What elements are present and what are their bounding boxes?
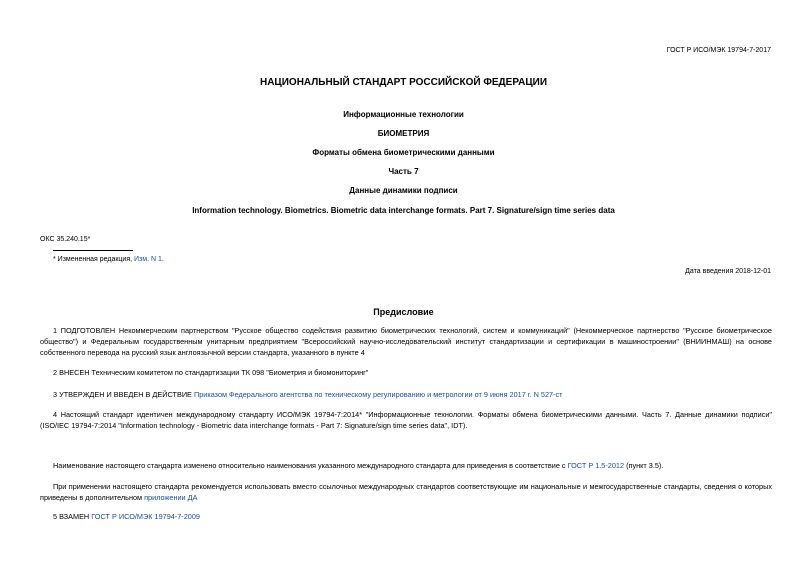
standard-heading: НАЦИОНАЛЬНЫЙ СТАНДАРТ РОССИЙСКОЙ ФЕДЕРАЦИИ	[259, 77, 548, 88]
document-code: ГОСТ Р ИСО/МЭК 19794-7-2017	[666, 47, 771, 54]
approved-text: 3 УТВЕРЖДЕН И ВВЕДЕН В ДЕЙСТВИЕ	[53, 390, 192, 399]
name-change-text: Наименование настоящего стандарта изменено относительно наименования указанного международного стандарта для приведения в соответствие с	[53, 461, 566, 470]
foreword-paragraph-2: 2 ВНЕСЕН Техническим комитетом по стандартизации ТК 098 "Биометрия и биомониторинг"	[53, 368, 369, 377]
title-line-1: Информационные технологии	[343, 110, 464, 119]
references-text: При применении настоящего стандарта рекомендуется использовать вместо ссылочных международных стандартов соответствующие им национальные и межгосударственные стандарты, сведения о которых приведены в дополнительном	[40, 482, 772, 502]
order-link[interactable]: Приказом Федерального агентства по техническому регулированию и метрологии от 9 июня 2017 г. N 527-ст	[193, 390, 563, 399]
foreword-paragraph-3	[40, 389, 772, 400]
footnote-end: .	[161, 256, 164, 263]
foreword-paragraph-6	[40, 481, 772, 503]
title-english: Information technology. Biometrics. Biometric data interchange formats. Part 7. Signature/sign time series data	[192, 206, 615, 215]
title-line-2: БИОМЕТРИЯ	[377, 129, 430, 138]
footnote-rule	[53, 250, 133, 251]
gost-2009-link[interactable]: ГОСТ Р ИСО/МЭК 19794-7-2009	[91, 512, 200, 521]
foreword-paragraph-7	[40, 511, 772, 522]
footnote-text: * Измененная редакция,	[53, 256, 133, 263]
replaced-text: 5 ВЗАМЕН	[53, 512, 90, 521]
gost-1-5-link[interactable]: ГОСТ Р 1.5-2012	[567, 461, 625, 470]
title-line-5: Данные динамики подписи	[349, 186, 458, 195]
oks-code: ОКС 35.240.15*	[40, 236, 91, 243]
appendix-da-link[interactable]: приложении ДА	[144, 493, 198, 502]
amendment-link[interactable]: Изм. N 1	[134, 256, 162, 263]
footnote	[53, 256, 164, 263]
introduction-date: Дата введения 2018-12-01	[685, 268, 771, 275]
title-line-4: Часть 7	[388, 167, 419, 176]
clause-ref: (пункт 3.5).	[626, 461, 664, 470]
foreword-heading: Предисловие	[373, 307, 434, 317]
foreword-paragraph-5	[40, 460, 772, 471]
foreword-paragraph-1: 1 ПОДГОТОВЛЕН Некоммерческим партнерством "Русское общество содействия развитию биометрических технологий, систем и коммуникаций" (Некоммерческое партнерство "Русское биометрическое общество") и Федеральным государственным унитарным предприятием "Всероссийский научно-исследовательский институт стандартизации и сертификации в машиностроении" (ВНИИНМАШ) на основе собственного перевода на русский язык англоязычной версии стандарта, указанного в пункте 4	[40, 326, 772, 357]
foreword-paragraph-4: 4 Настоящий стандарт идентичен международному стандарту ИСО/МЭК 19794-7:2014* "Информационные технологии. Форматы обмена биометрическими данными. Часть 7. Данные динамики подписи" (ISO/IEC 19794-7:2014 "Information technology - Biometric data interchange formats - Part 7: Signature/sign time series data", IDT).	[40, 410, 772, 430]
title-line-3: Форматы обмена биометрическими данными	[312, 148, 495, 157]
